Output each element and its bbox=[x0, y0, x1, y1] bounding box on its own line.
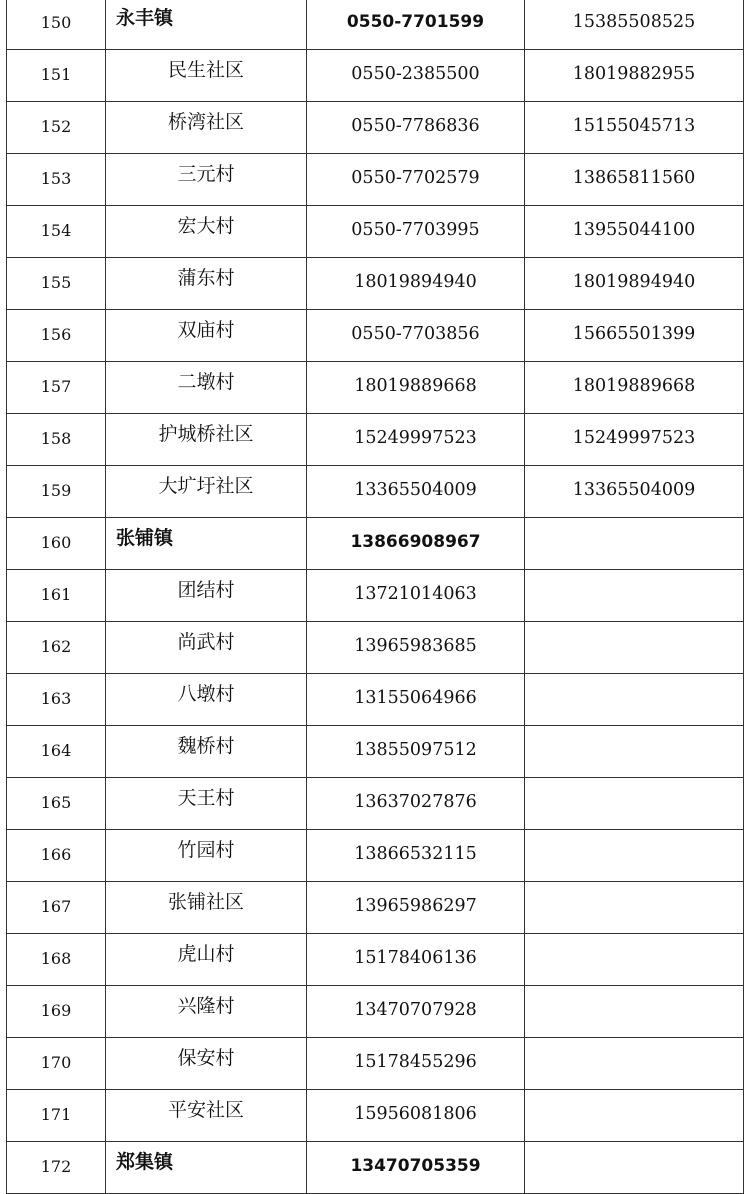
table-row bbox=[7, 1038, 744, 1090]
row-number: 151 bbox=[7, 50, 106, 102]
unit-name: 尚武村 bbox=[106, 622, 307, 674]
table-row bbox=[7, 50, 744, 102]
contact-table bbox=[6, 0, 744, 1194]
table-row bbox=[7, 0, 744, 50]
row-number: 154 bbox=[7, 206, 106, 258]
office-phone: 13155064966 bbox=[307, 674, 525, 726]
table-row bbox=[7, 1090, 744, 1142]
unit-name: 双庙村 bbox=[106, 310, 307, 362]
office-phone: 13965983685 bbox=[307, 622, 525, 674]
unit-name: 保安村 bbox=[106, 1038, 307, 1090]
mobile-phone bbox=[525, 726, 744, 778]
mobile-phone bbox=[525, 830, 744, 882]
table-row bbox=[7, 258, 744, 310]
row-number: 169 bbox=[7, 986, 106, 1038]
mobile-phone: 13865811560 bbox=[525, 154, 744, 206]
office-phone: 0550-7702579 bbox=[307, 154, 525, 206]
mobile-phone bbox=[525, 882, 744, 934]
office-phone: 15178455296 bbox=[307, 1038, 525, 1090]
row-number: 157 bbox=[7, 362, 106, 414]
table-row bbox=[7, 934, 744, 986]
office-phone: 13866908967 bbox=[307, 518, 525, 570]
office-phone: 13866532115 bbox=[307, 830, 525, 882]
unit-name: 竹园村 bbox=[106, 830, 307, 882]
row-number: 161 bbox=[7, 570, 106, 622]
mobile-phone: 15385508525 bbox=[525, 0, 744, 50]
unit-name: 民生社区 bbox=[106, 50, 307, 102]
unit-name: 大圹圩社区 bbox=[106, 466, 307, 518]
unit-name: 三元村 bbox=[106, 154, 307, 206]
mobile-phone bbox=[525, 1090, 744, 1142]
unit-name: 平安社区 bbox=[106, 1090, 307, 1142]
contact-table-page bbox=[6, 0, 743, 1194]
mobile-phone: 13365504009 bbox=[525, 466, 744, 518]
unit-name: 兴隆村 bbox=[106, 986, 307, 1038]
row-number: 172 bbox=[7, 1142, 106, 1194]
table-row bbox=[7, 310, 744, 362]
office-phone: 13855097512 bbox=[307, 726, 525, 778]
unit-name: 郑集镇 bbox=[106, 1142, 307, 1194]
mobile-phone: 18019889668 bbox=[525, 362, 744, 414]
office-phone: 18019889668 bbox=[307, 362, 525, 414]
contact-table-body bbox=[7, 0, 744, 1194]
mobile-phone: 18019882955 bbox=[525, 50, 744, 102]
table-row bbox=[7, 986, 744, 1038]
office-phone: 0550-7701599 bbox=[307, 0, 525, 50]
row-number: 166 bbox=[7, 830, 106, 882]
office-phone: 15178406136 bbox=[307, 934, 525, 986]
table-row bbox=[7, 154, 744, 206]
unit-name: 永丰镇 bbox=[106, 0, 307, 50]
mobile-phone bbox=[525, 518, 744, 570]
office-phone: 13365504009 bbox=[307, 466, 525, 518]
unit-name: 天王村 bbox=[106, 778, 307, 830]
unit-name: 张铺镇 bbox=[106, 518, 307, 570]
mobile-phone bbox=[525, 986, 744, 1038]
table-row bbox=[7, 622, 744, 674]
office-phone: 0550-2385500 bbox=[307, 50, 525, 102]
table-row bbox=[7, 206, 744, 258]
unit-name: 护城桥社区 bbox=[106, 414, 307, 466]
office-phone: 13470705359 bbox=[307, 1142, 525, 1194]
row-number: 156 bbox=[7, 310, 106, 362]
unit-name: 虎山村 bbox=[106, 934, 307, 986]
row-number: 164 bbox=[7, 726, 106, 778]
row-number: 152 bbox=[7, 102, 106, 154]
office-phone: 0550-7703856 bbox=[307, 310, 525, 362]
row-number: 158 bbox=[7, 414, 106, 466]
unit-name: 团结村 bbox=[106, 570, 307, 622]
row-number: 150 bbox=[7, 0, 106, 50]
unit-name: 宏大村 bbox=[106, 206, 307, 258]
table-row bbox=[7, 674, 744, 726]
row-number: 155 bbox=[7, 258, 106, 310]
office-phone: 13470707928 bbox=[307, 986, 525, 1038]
mobile-phone bbox=[525, 1038, 744, 1090]
mobile-phone bbox=[525, 778, 744, 830]
row-number: 168 bbox=[7, 934, 106, 986]
mobile-phone bbox=[525, 934, 744, 986]
office-phone: 13965986297 bbox=[307, 882, 525, 934]
mobile-phone: 13955044100 bbox=[525, 206, 744, 258]
mobile-phone: 15249997523 bbox=[525, 414, 744, 466]
row-number: 162 bbox=[7, 622, 106, 674]
table-row bbox=[7, 830, 744, 882]
table-row bbox=[7, 518, 744, 570]
row-number: 170 bbox=[7, 1038, 106, 1090]
office-phone: 0550-7786836 bbox=[307, 102, 525, 154]
row-number: 167 bbox=[7, 882, 106, 934]
office-phone: 15956081806 bbox=[307, 1090, 525, 1142]
office-phone: 18019894940 bbox=[307, 258, 525, 310]
unit-name: 魏桥村 bbox=[106, 726, 307, 778]
row-number: 153 bbox=[7, 154, 106, 206]
table-row bbox=[7, 362, 744, 414]
table-row bbox=[7, 466, 744, 518]
table-row bbox=[7, 414, 744, 466]
office-phone: 13637027876 bbox=[307, 778, 525, 830]
row-number: 163 bbox=[7, 674, 106, 726]
row-number: 165 bbox=[7, 778, 106, 830]
row-number: 160 bbox=[7, 518, 106, 570]
unit-name: 八墩村 bbox=[106, 674, 307, 726]
unit-name: 蒲东村 bbox=[106, 258, 307, 310]
mobile-phone bbox=[525, 570, 744, 622]
row-number: 171 bbox=[7, 1090, 106, 1142]
unit-name: 二墩村 bbox=[106, 362, 307, 414]
table-row bbox=[7, 570, 744, 622]
office-phone: 15249997523 bbox=[307, 414, 525, 466]
mobile-phone: 18019894940 bbox=[525, 258, 744, 310]
row-number: 159 bbox=[7, 466, 106, 518]
unit-name: 张铺社区 bbox=[106, 882, 307, 934]
office-phone: 13721014063 bbox=[307, 570, 525, 622]
table-row bbox=[7, 726, 744, 778]
mobile-phone bbox=[525, 674, 744, 726]
table-row bbox=[7, 882, 744, 934]
table-row bbox=[7, 1142, 744, 1194]
unit-name: 桥湾社区 bbox=[106, 102, 307, 154]
office-phone: 0550-7703995 bbox=[307, 206, 525, 258]
table-row bbox=[7, 778, 744, 830]
mobile-phone bbox=[525, 622, 744, 674]
mobile-phone bbox=[525, 1142, 744, 1194]
table-row bbox=[7, 102, 744, 154]
mobile-phone: 15155045713 bbox=[525, 102, 744, 154]
mobile-phone: 15665501399 bbox=[525, 310, 744, 362]
